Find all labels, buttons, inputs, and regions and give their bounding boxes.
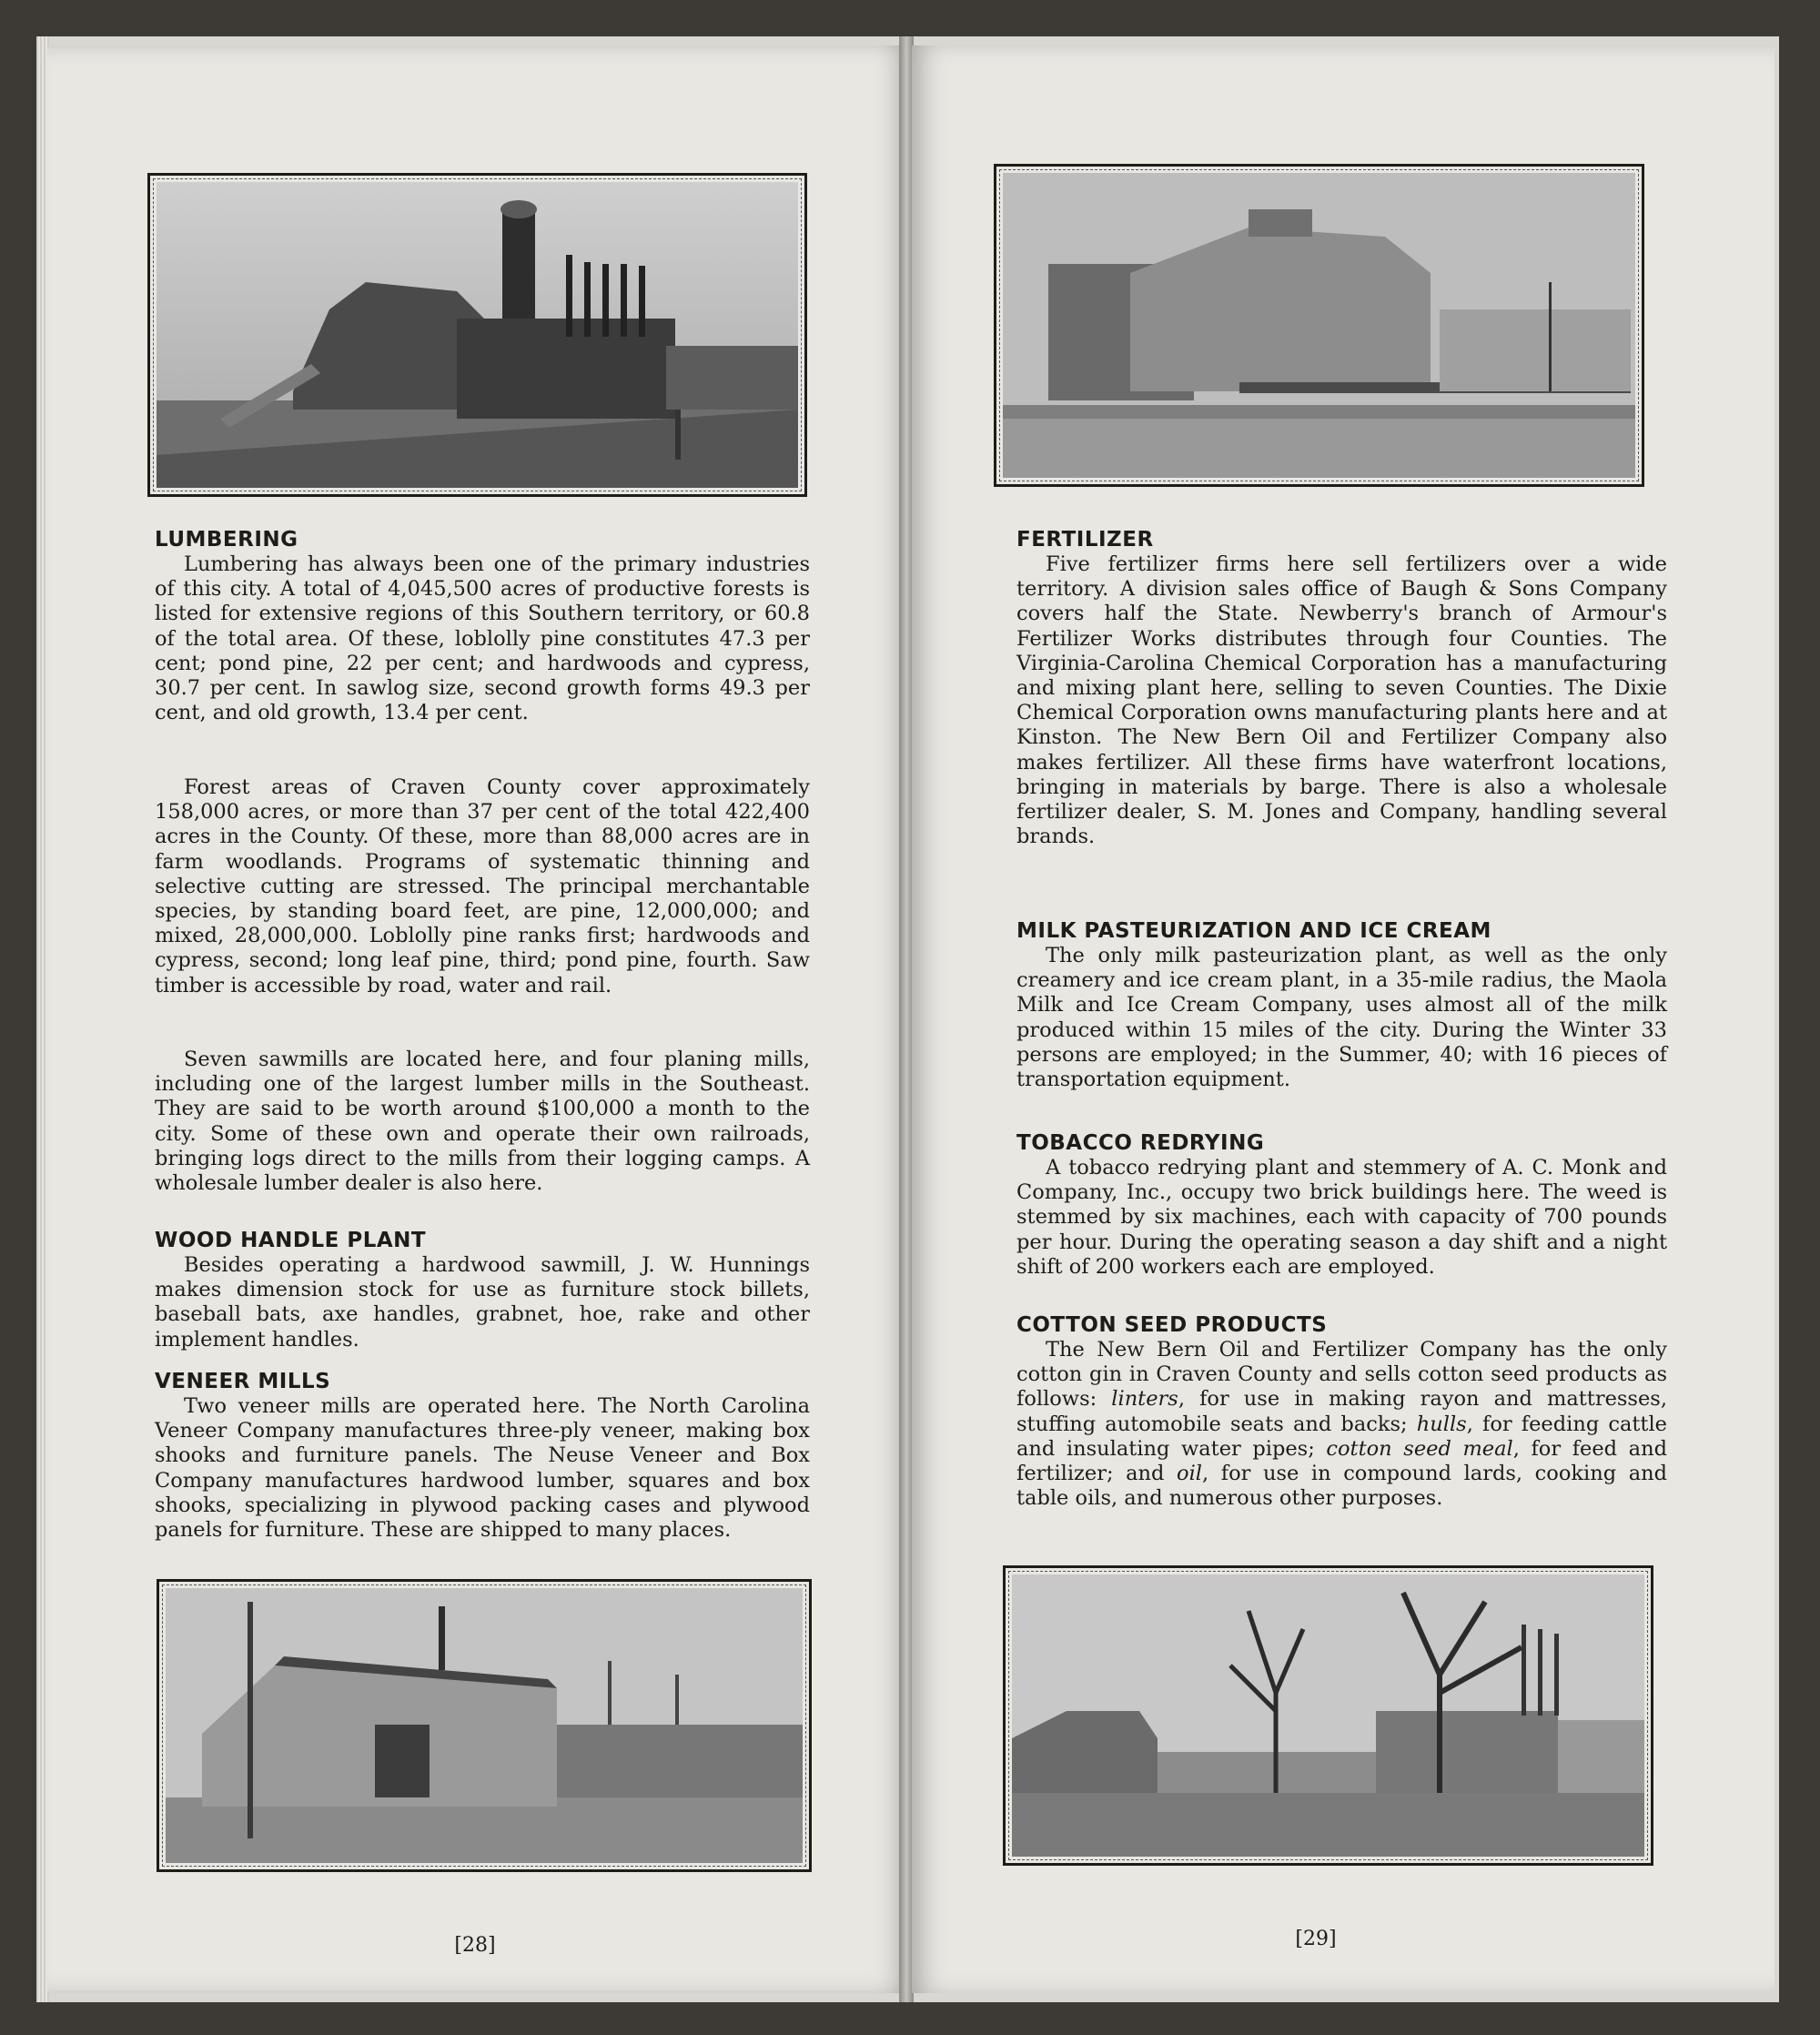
milk-pasteurization-paragraph: The only milk pasteurization plant, as well as the only creamery and ice cream plant, in a 35-mile radius, the Maola Milk and Ice Cream Company, uses almost all of the milk produced within 15 miles of the city. During the Winter 33 persons are employed; in the Summer, 40; with 16 pieces of transportation equipment.	[1016, 944, 1667, 1092]
section-heading-lumbering: LUMBERING	[155, 528, 298, 552]
wood-handle-paragraph: Besides operating a hardwood sawmill, J. W. Hunnings makes dimension stock for use as furniture stock billets, baseball bats, axe handles, grabnet, hoe, rake and other implement handles.	[155, 1253, 810, 1352]
veneer-mills-paragraph: Two veneer mills are operated here. The North Carolina Veneer Company manufactures three-ply veneer, making box shooks and furniture panels. The Neuse Veneer and Box Company manufactures hardwood lumber, squares and box shooks, specializing in plywood packing cases and plywood panels for furniture. These are shipped to many places.	[155, 1394, 810, 1543]
lumber-mill-photo-frame	[147, 173, 807, 497]
product-oil: oil	[1177, 1462, 1202, 1486]
section-heading-cotton-seed-products: COTTON SEED PRODUCTS	[1016, 1313, 1328, 1337]
left-page	[47, 46, 910, 1993]
lumber-mill-photo	[157, 182, 798, 488]
section-heading-tobacco-redrying: TOBACCO REDRYING	[1016, 1131, 1265, 1155]
cotton-gin-photo-frame	[1003, 1565, 1653, 1866]
product-cotton-seed-meal: cotton seed meal	[1326, 1436, 1513, 1461]
page-number-right: [29]	[1295, 1928, 1337, 1950]
veneer-mill-photo	[166, 1588, 803, 1863]
fertilizer-plant-photo-frame	[994, 164, 1644, 487]
veneer-mill-photo-frame	[157, 1579, 812, 1872]
section-heading-veneer-mills: VENEER MILLS	[155, 1370, 331, 1393]
lumbering-paragraph-2: Forest areas of Craven County cover approximately 158,000 acres, or more than 37 per cent of the total 422,400 acres in the County. Of these, more than 88,000 acres are in farm woodlands. Programs of systematic thinning and selective cutting are stressed. The principal merchantable species, by standing board feet, are pine, 12,000,000; and mixed, 28,000,000. Loblolly pine ranks first; hardwoods and cypress, second; long leaf pine, third; pond pine, fourth. Saw timber is accessible by road, water and rail.	[155, 775, 810, 997]
fertilizer-plant-photo	[1003, 173, 1635, 478]
product-linters: linters	[1111, 1387, 1178, 1412]
section-heading-milk-pasteurization: MILK PASTEURIZATION AND ICE CREAM	[1016, 919, 1491, 943]
tobacco-redrying-paragraph: A tobacco redrying plant and stemmery of A. C. Monk and Company, Inc., occupy two brick buildings here. The weed is stemmed by six machines, each with capacity of 700 pounds per hour. During the operating season a day shift and a night shift of 200 workers each are employed.	[1016, 1156, 1667, 1279]
fertilizer-paragraph: Five fertilizer firms here sell fertilizers over a wide territory. A division sales office of Baugh & Sons Company covers half the State. Newberry's branch of Armour's Fertilizer Works distributes through four Counties. The Virginia-Carolina Chemical Corporation has a manufacturing and mixing plant here, selling to seven Counties. The Dixie Chemical Corporation owns manufacturing plants here and at Kinston. The New Bern Oil and Fertilizer Company also makes fertilizer. All these firms have waterfront locations, bringing in materials by barge. There is also a wholesale fertilizer dealer, S. M. Jones and Company, handling several brands.	[1016, 552, 1667, 849]
cotton-gin-photo	[1012, 1574, 1644, 1857]
right-page	[912, 46, 1774, 1993]
lumbering-paragraph-1: Lumbering has always been one of the primary industries of this city. A total of 4,045,500 acres of productive forests is listed for extensive regions of this Southern territory, or 60.8 of the total area. Of these, loblolly pine constitutes 47.3 per cent; pond pine, 22 per cent; and hardwoods and cypress, 30.7 per cent. In sawlog size, second growth forms 49.3 per cent, and old growth, 13.4 per cent.	[155, 552, 810, 725]
cotton-seed-paragraph: The New Bern Oil and Fertilizer Company has the only cotton gin in Craven County and sells cotton seed products as follows: linters, for use in making rayon and mattresses, stuffing automobile seats and backs; hulls, for feeding cattle and insulating water pipes; cotton seed meal, for feed and fertilizer; and oil, for use in compound lards, cooking and table oils, and numerous other purposes.	[1016, 1338, 1667, 1511]
section-heading-wood-handle-plant: WOOD HANDLE PLANT	[155, 1229, 427, 1252]
lumbering-paragraph-3: Seven sawmills are located here, and four planing mills, including one of the largest lumber mills in the Southeast. They are said to be worth around $100,000 a month to the city. Some of these own and operate their own railroads, bringing logs direct to the mills from their logging camps. A wholesale lumber dealer is also here.	[155, 1048, 810, 1196]
product-hulls: hulls	[1416, 1412, 1467, 1436]
section-heading-fertilizer: FERTILIZER	[1016, 528, 1154, 552]
open-booklet	[36, 36, 1779, 2002]
page-number-left: [28]	[454, 1934, 496, 1957]
